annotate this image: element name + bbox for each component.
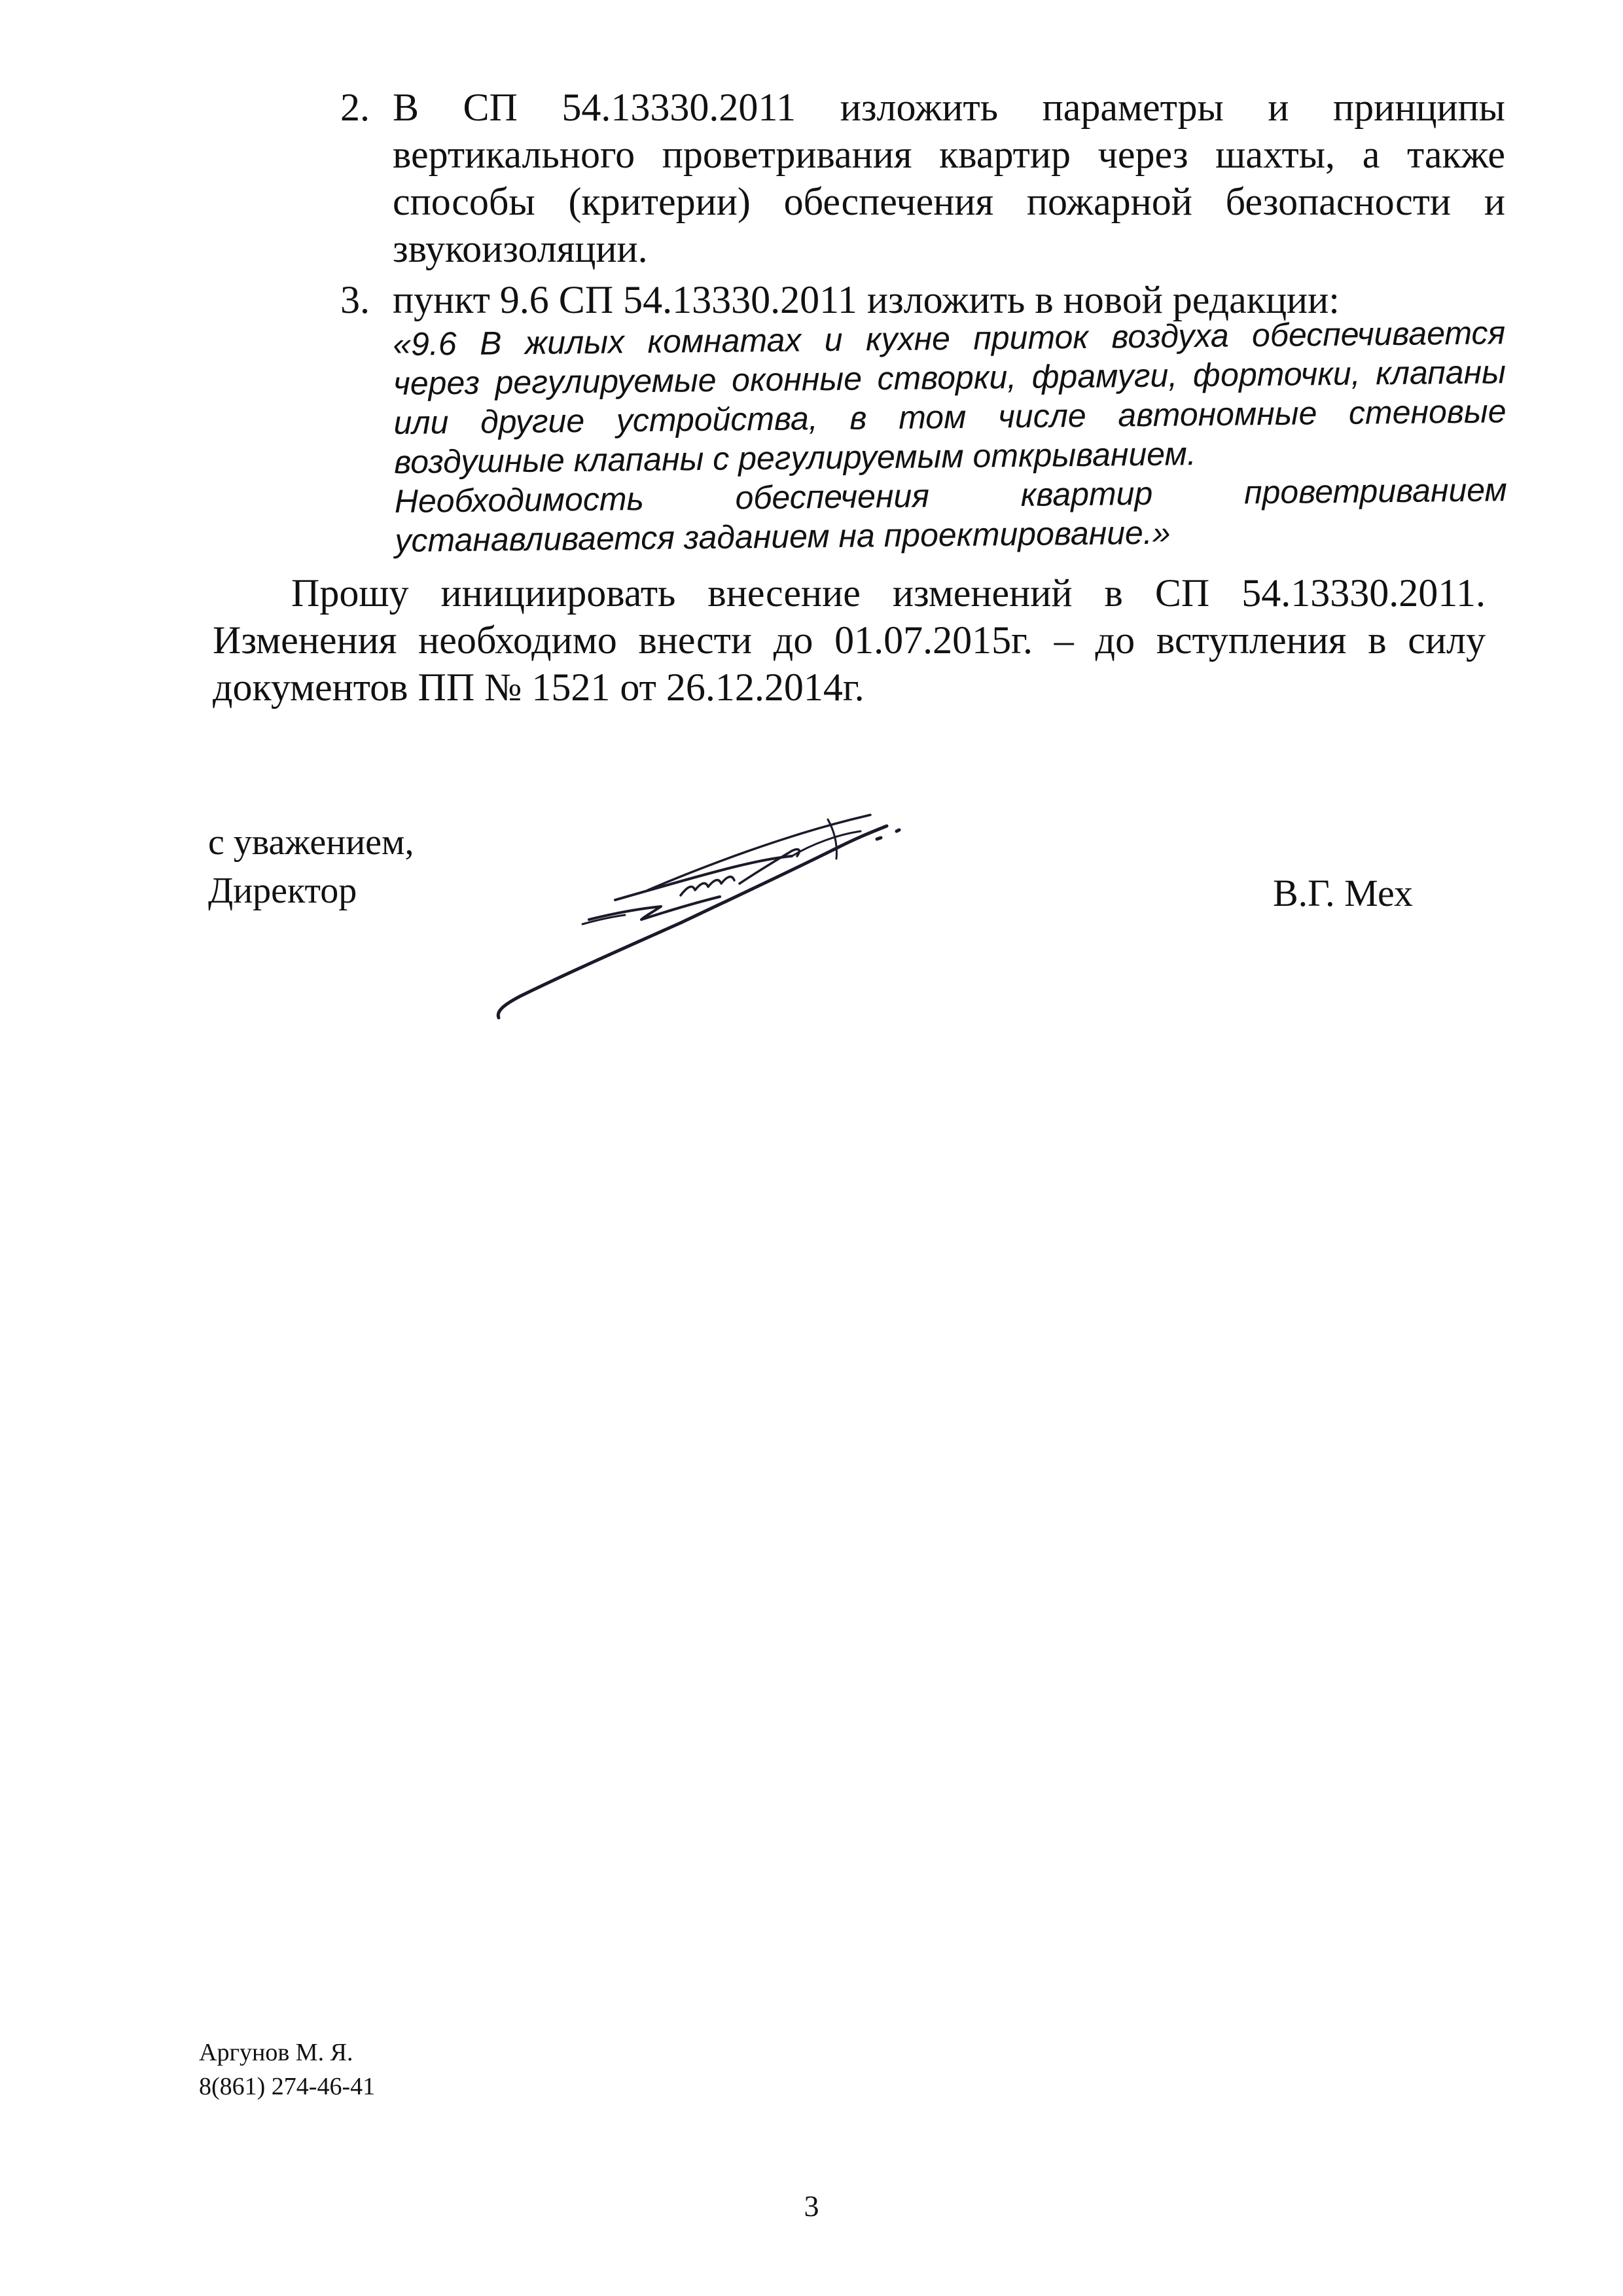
signer-name: В.Г. Мех	[1273, 872, 1413, 914]
executor-contact	[199, 2036, 375, 2104]
quoted-line: или другие устройства, в том числе автономные стеновые	[393, 393, 1507, 441]
quoted-line: воздушные клапаны с регулируемым открыванием.	[393, 435, 1196, 480]
request-paragraph	[213, 569, 1486, 711]
list-item-intro: пункт 9.6 СП 54.13330.2011 изложить в новой редакции:	[393, 278, 1340, 321]
list-item	[340, 276, 1508, 560]
quoted-line: Необходимость обеспечения квартир проветриванием	[394, 471, 1508, 520]
request-line: Изменения необходимо внести до 01.07.2015г. – до вступления в силу	[213, 619, 1486, 662]
quoted-line: устанавливается заданием на проектирование.»	[395, 514, 1171, 559]
closing-block	[208, 818, 414, 915]
executor-phone: 8(861) 274-46-41	[199, 2073, 376, 2100]
quoted-line: «9.6 В жилых комнатах и кухне приток воздуха обеспечивается	[393, 314, 1506, 363]
amendment-list	[340, 84, 1508, 560]
executor-name: Аргунов М. Я.	[199, 2039, 353, 2066]
request-line: Прошу инициировать внесение изменений в СП 54.13330.2011.	[291, 571, 1486, 615]
list-item-number: 3.	[340, 278, 370, 321]
list-item-text	[393, 84, 1505, 272]
list-item-number: 2.	[340, 86, 370, 129]
list-item-line: звукоизоляции.	[393, 227, 648, 270]
closing-regards: с уважением,	[208, 822, 414, 863]
list-item-line: вертикального проветривания квартир через шахты, а также	[393, 133, 1505, 176]
quoted-line: через регулируемые оконные створки, фрамуги, форточки, клапаны	[393, 353, 1507, 402]
handwritten-signature	[484, 785, 969, 1034]
signer-position: Директор	[208, 870, 357, 911]
quoted-clause	[393, 313, 1508, 560]
list-item-line: способы (критерии) обеспечения пожарной безопасности и	[393, 180, 1505, 223]
list-item	[340, 84, 1505, 272]
request-line: документов ПП № 1521 от 26.12.2014г.	[213, 666, 865, 709]
list-item-line: В СП 54.13330.2011 изложить параметры и принципы	[393, 86, 1505, 129]
list-item-text	[393, 276, 1508, 560]
page-number: 3	[804, 2189, 819, 2223]
